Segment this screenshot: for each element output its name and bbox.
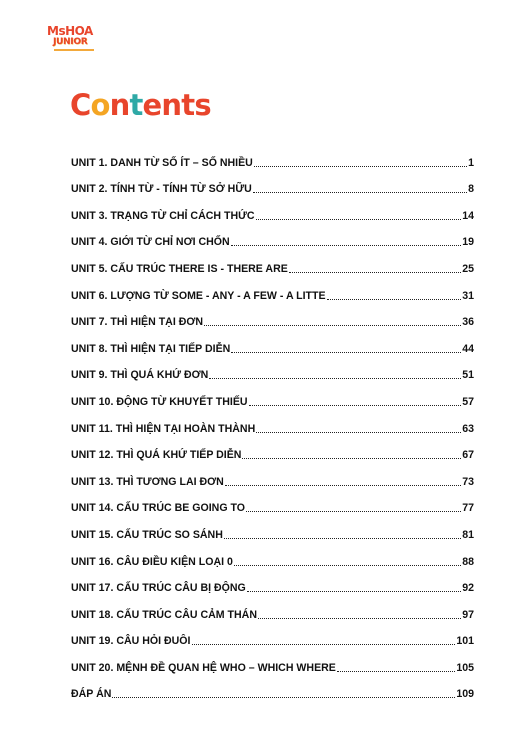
toc-dot-leader	[225, 485, 461, 486]
toc-entry-page: 81	[462, 528, 474, 541]
toc-entry-page: 44	[462, 342, 474, 355]
toc-entry[interactable]	[71, 302, 474, 329]
toc-entry-page: 92	[462, 582, 474, 595]
toc-dot-leader	[231, 245, 462, 246]
toc-dot-leader	[256, 432, 461, 433]
toc-dot-leader	[204, 325, 461, 326]
toc-entry[interactable]	[71, 355, 474, 382]
toc-entry-label: UNIT 7. THÌ HIỆN TẠI ĐƠN	[71, 316, 204, 329]
toc-entry-page: 51	[462, 369, 474, 382]
toc-entry-label: UNIT 9. THÌ QUÁ KHỨ ĐƠN	[71, 369, 209, 382]
toc-entry-label: UNIT 16. CÂU ĐIỀU KIỆN LOẠI 0	[71, 555, 233, 568]
toc-dot-leader	[249, 405, 462, 406]
title-part: n	[109, 88, 130, 122]
table-of-contents	[71, 142, 474, 700]
toc-entry-label: UNIT 19. CÂU HỎI ĐUÔI	[71, 635, 191, 648]
toc-entry-page: 31	[462, 289, 474, 302]
toc-entry[interactable]	[71, 222, 474, 249]
toc-dot-leader	[254, 166, 467, 167]
toc-entry-page: 88	[462, 555, 474, 568]
toc-entry-page: 25	[462, 262, 474, 275]
toc-entry-page: 19	[462, 236, 474, 249]
toc-entry[interactable]	[71, 408, 474, 435]
title-part: C	[70, 88, 91, 122]
toc-entry-page: 1	[468, 156, 474, 169]
toc-entry[interactable]	[71, 142, 474, 169]
toc-entry-label: UNIT 1. DANH TỪ SỐ ÍT – SỐ NHIỀU	[71, 156, 253, 169]
toc-entry[interactable]	[71, 381, 474, 408]
toc-entry[interactable]	[71, 435, 474, 462]
toc-entry[interactable]	[71, 275, 474, 302]
toc-entry-page: 73	[462, 475, 474, 488]
toc-entry-page: 14	[462, 209, 474, 222]
toc-entry-page: 67	[462, 449, 474, 462]
toc-entry[interactable]	[71, 514, 474, 541]
toc-entry-label: UNIT 12. THÌ QUÁ KHỨ TIẾP DIỄN	[71, 449, 242, 462]
toc-entry[interactable]	[71, 488, 474, 515]
toc-entry-page: 101	[456, 635, 474, 648]
title-part: t	[129, 88, 143, 122]
toc-entry-label: UNIT 20. MỆNH ĐỀ QUAN HỆ WHO – WHICH WHERE	[71, 661, 336, 674]
toc-dot-leader	[224, 538, 461, 539]
toc-entry-label: UNIT 6. LƯỢNG TỪ SOME - ANY - A FEW - A LITTE	[71, 289, 326, 302]
toc-entry[interactable]	[71, 674, 474, 701]
title-part: ents	[142, 88, 211, 122]
toc-dot-leader	[327, 299, 462, 300]
toc-entry-label: UNIT 10. ĐỘNG TỪ KHUYẾT THIẾU	[71, 395, 248, 408]
toc-entry[interactable]	[71, 568, 474, 595]
toc-entry-page: 77	[462, 502, 474, 515]
toc-entry[interactable]	[71, 169, 474, 196]
toc-dot-leader	[112, 697, 455, 698]
toc-dot-leader	[246, 511, 461, 512]
toc-entry-page: 57	[462, 395, 474, 408]
toc-entry-page: 109	[456, 688, 474, 701]
toc-dot-leader	[242, 458, 461, 459]
toc-entry[interactable]	[71, 621, 474, 648]
toc-dot-leader	[289, 272, 461, 273]
toc-entry-label: UNIT 8. THÌ HIỆN TẠI TIẾP DIỄN	[71, 342, 231, 355]
toc-dot-leader	[234, 565, 461, 566]
toc-entry-label: UNIT 13. THÌ TƯƠNG LAI ĐƠN	[71, 475, 224, 488]
toc-dot-leader	[209, 378, 461, 379]
toc-entry-label: UNIT 4. GIỚI TỪ CHỈ NƠI CHỐN	[71, 236, 230, 249]
logo-underline	[54, 49, 94, 51]
toc-entry-label: UNIT 11. THÌ HIỆN TẠI HOÀN THÀNH	[71, 422, 256, 435]
brand-logo	[47, 24, 107, 58]
title-part: o	[90, 88, 110, 122]
toc-entry[interactable]	[71, 195, 474, 222]
toc-entry-page: 8	[468, 183, 474, 196]
toc-entry-page: 97	[462, 608, 474, 621]
toc-dot-leader	[258, 618, 461, 619]
toc-dot-leader	[192, 644, 456, 645]
toc-entry-label: UNIT 3. TRẠNG TỪ CHỈ CÁCH THỨC	[71, 209, 255, 222]
toc-entry-label: UNIT 17. CẤU TRÚC CÂU BỊ ĐỘNG	[71, 582, 246, 595]
toc-entry-label: UNIT 2. TÍNH TỪ - TÍNH TỪ SỞ HỮU	[71, 183, 252, 196]
toc-entry-page: 63	[462, 422, 474, 435]
logo-brand-name: MsHOA	[47, 24, 93, 38]
logo-brand-sub: JUNIOR	[53, 37, 88, 47]
toc-entry-page: 105	[456, 661, 474, 674]
toc-entry-label: ĐÁP ÁN	[71, 688, 112, 701]
toc-entry[interactable]	[71, 647, 474, 674]
toc-entry-label: UNIT 5. CẤU TRÚC THERE IS - THERE ARE	[71, 262, 288, 275]
toc-entry[interactable]	[71, 541, 474, 568]
toc-entry-label: UNIT 14. CẤU TRÚC BE GOING TO	[71, 502, 246, 515]
toc-dot-leader	[253, 192, 467, 193]
toc-dot-leader	[247, 591, 461, 592]
toc-entry[interactable]	[71, 328, 474, 355]
page-title	[70, 88, 211, 122]
toc-dot-leader	[337, 671, 455, 672]
toc-dot-leader	[231, 352, 461, 353]
toc-dot-leader	[256, 219, 462, 220]
toc-entry-label: UNIT 15. CẤU TRÚC SO SÁNH	[71, 528, 223, 541]
toc-entry-page: 36	[462, 316, 474, 329]
toc-entry-label: UNIT 18. CẤU TRÚC CÂU CẢM THÁN	[71, 608, 257, 621]
toc-entry[interactable]	[71, 248, 474, 275]
toc-entry[interactable]	[71, 461, 474, 488]
toc-entry[interactable]	[71, 594, 474, 621]
